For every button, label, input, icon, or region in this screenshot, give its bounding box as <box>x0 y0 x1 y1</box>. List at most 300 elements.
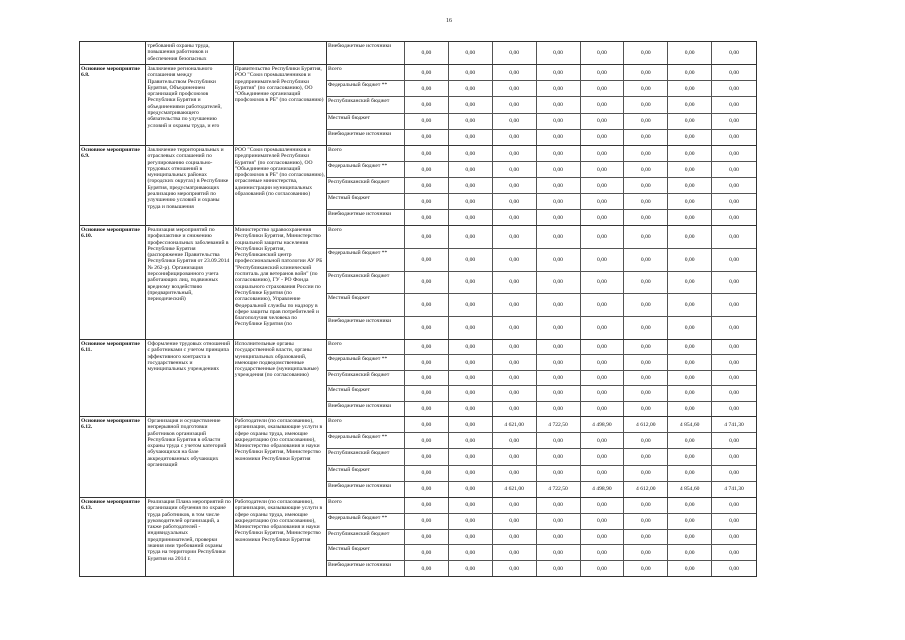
amount-cell: 0,00 <box>581 449 625 464</box>
amount-cell: 4 722,50 <box>537 417 581 432</box>
amount-cell: 0,00 <box>537 340 581 354</box>
amount-cell: 0,00 <box>493 249 537 271</box>
amount-cell: 0,00 <box>624 317 668 339</box>
amount-cell: 0,00 <box>537 272 581 294</box>
amount-cell: 0,00 <box>581 371 625 385</box>
funding-source-label: Внебюджетные источники <box>327 402 405 416</box>
executor-cell: Исполнительные органы государственной власти, органы муниципальных образований, имеющие подведомственные государственные (муниципальные) учреждения (по согласованию) <box>234 340 327 416</box>
amount-cell: 0,00 <box>537 226 581 248</box>
amount-cell: 0,00 <box>668 386 712 400</box>
amount-cell: 0,00 <box>624 97 668 112</box>
amount-cell: 0,00 <box>537 162 581 177</box>
amount-cell: 0,00 <box>729 437 739 444</box>
amount-cell: 0,00 <box>668 114 712 129</box>
amount-cell: 0,00 <box>624 272 668 294</box>
amount-cell: 0,00 <box>449 402 493 416</box>
funding-source-label: Всего <box>327 417 405 432</box>
table-row <box>79 339 757 416</box>
amount-cell: 0,00 <box>581 146 625 161</box>
funding-row <box>327 401 756 416</box>
amount-cell: 0,00 <box>581 97 625 112</box>
amount-cell: 0,00 <box>668 294 712 316</box>
amount-cell: 4 498,90 <box>581 417 625 432</box>
amount-cell: 0,00 <box>624 249 668 271</box>
amount-cell: 0,00 <box>493 130 537 145</box>
funding-sources <box>327 65 756 145</box>
amount-cell: 0,00 <box>581 402 625 416</box>
funding-row <box>327 529 756 545</box>
amount-cell: 0,00 <box>729 344 739 351</box>
amount-cell: 0,00 <box>581 226 625 248</box>
program-measures-table <box>79 41 757 577</box>
funding-source-label: Республиканский бюджет <box>327 371 405 385</box>
amount-cell: 0,00 <box>537 514 581 529</box>
funding-row <box>327 370 756 385</box>
amount-cell: 0,00 <box>449 65 493 80</box>
amount-cell: 0,00 <box>624 162 668 177</box>
amount-cell: 0,00 <box>405 226 449 248</box>
amount-cell: 0,00 <box>624 42 668 64</box>
amount-cell: 0,00 <box>581 130 625 145</box>
amount-cell: 0,00 <box>449 514 493 529</box>
amount-cell: 0,00 <box>405 530 449 545</box>
amount-cell: 0,00 <box>624 114 668 129</box>
amount-cell: 0,00 <box>624 498 668 513</box>
funding-row <box>327 465 756 481</box>
amount-cell: 4 498,90 <box>581 482 625 497</box>
amount-cell: 0,00 <box>449 340 493 354</box>
amount-cell: 0,00 <box>493 162 537 177</box>
amount-cell: 0,00 <box>537 371 581 385</box>
amount-cell: 0,00 <box>668 210 712 225</box>
measure-cell: Основное мероприятие 6.13. <box>80 498 146 576</box>
amount-cell: 0,00 <box>493 514 537 529</box>
amount-cell: 0,00 <box>668 466 712 481</box>
funding-source-label: Всего <box>327 226 405 248</box>
amount-cell: 0,00 <box>537 498 581 513</box>
amount-cell: 0,00 <box>624 178 668 193</box>
amount-cell: 0,00 <box>624 530 668 545</box>
amount-cell: 0,00 <box>729 390 739 397</box>
amount-cell: 0,00 <box>624 466 668 481</box>
amount-cell: 0,00 <box>449 194 493 209</box>
amount-cell: 0,00 <box>581 178 625 193</box>
amount-cell: 0,00 <box>493 433 537 448</box>
amount-cell: 4 741,30 <box>724 486 744 493</box>
amount-cell: 0,00 <box>729 134 739 141</box>
amount-cell: 0,00 <box>405 433 449 448</box>
funding-source-label: Республиканский бюджет <box>327 449 405 464</box>
table-row <box>79 416 757 497</box>
amount-cell: 0,00 <box>624 433 668 448</box>
amount-cell: 0,00 <box>493 386 537 400</box>
funding-source-label: Местный бюджет <box>327 386 405 400</box>
amount-cell: 0,00 <box>668 530 712 545</box>
amount-cell: 0,00 <box>449 530 493 545</box>
amount-cell: 0,00 <box>493 449 537 464</box>
amount-cell: 0,00 <box>405 114 449 129</box>
funding-source-label: Местный бюджет <box>327 114 405 129</box>
amount-cell: 0,00 <box>668 545 712 560</box>
amount-cell: 0,00 <box>581 466 625 481</box>
amount-cell: 0,00 <box>449 545 493 560</box>
amount-cell: 4 854,60 <box>668 482 712 497</box>
funding-source-label: Местный бюджет <box>327 466 405 481</box>
amount-cell: 0,00 <box>537 194 581 209</box>
funding-source-label: Внебюджетные источники <box>327 42 405 64</box>
amount-cell: 0,00 <box>624 340 668 354</box>
measure-cell: Основное мероприятие 6.9. <box>80 146 146 225</box>
amount-cell: 0,00 <box>668 146 712 161</box>
funding-source-label: Всего <box>327 65 405 80</box>
amount-cell: 0,00 <box>668 498 712 513</box>
amount-cell: 0,00 <box>729 150 739 157</box>
amount-cell: 0,00 <box>729 518 739 525</box>
measure-cell: Основное мероприятие 6.8. <box>80 65 146 145</box>
amount-cell: 0,00 <box>537 317 581 339</box>
measure-cell: Основное мероприятие 6.10. <box>80 226 146 339</box>
amount-cell: 0,00 <box>405 65 449 80</box>
funding-source-label: Республиканский бюджет <box>327 97 405 112</box>
amount-cell: 0,00 <box>581 81 625 96</box>
amount-cell: 0,00 <box>493 194 537 209</box>
amount-cell: 0,00 <box>668 340 712 354</box>
amount-cell: 0,00 <box>668 162 712 177</box>
funding-row <box>327 96 756 112</box>
amount-cell: 0,00 <box>581 355 625 369</box>
funding-sources <box>327 417 756 497</box>
amount-cell: 0,00 <box>405 81 449 96</box>
amount-cell: 0,00 <box>729 470 739 477</box>
funding-source-label: Республиканский бюджет <box>327 272 405 294</box>
amount-cell: 0,00 <box>537 146 581 161</box>
amount-cell: 0,00 <box>449 146 493 161</box>
amount-cell: 0,00 <box>493 272 537 294</box>
amount-cell: 0,00 <box>537 386 581 400</box>
amount-cell: 0,00 <box>537 65 581 80</box>
funding-source-label: Местный бюджет <box>327 545 405 560</box>
amount-cell: 0,00 <box>729 102 739 108</box>
amount-cell: 0,00 <box>581 433 625 448</box>
amount-cell: 0,00 <box>493 402 537 416</box>
funding-source-label: Федеральный бюджет ** <box>327 355 405 369</box>
amount-cell: 0,00 <box>537 97 581 112</box>
amount-cell: 0,00 <box>405 178 449 193</box>
amount-cell: 0,00 <box>537 294 581 316</box>
amount-cell: 0,00 <box>493 178 537 193</box>
funding-row <box>327 226 756 248</box>
amount-cell: 0,00 <box>729 279 739 286</box>
executor-cell <box>234 42 327 64</box>
amount-cell: 0,00 <box>405 466 449 481</box>
amount-cell: 0,00 <box>449 482 493 497</box>
page-number: 16 <box>446 18 452 24</box>
funding-row <box>327 248 756 271</box>
amount-cell: 0,00 <box>581 210 625 225</box>
amount-cell: 0,00 <box>624 514 668 529</box>
amount-cell: 0,00 <box>449 317 493 339</box>
amount-cell: 0,00 <box>537 545 581 560</box>
amount-cell: 0,00 <box>449 386 493 400</box>
amount-cell: 0,00 <box>449 210 493 225</box>
amount-cell: 0,00 <box>729 454 739 460</box>
amount-cell: 0,00 <box>493 355 537 369</box>
amount-cell: 0,00 <box>624 371 668 385</box>
amount-cell: 0,00 <box>493 294 537 316</box>
amount-cell: 0,00 <box>668 178 712 193</box>
amount-cell: 0,00 <box>449 466 493 481</box>
funding-row <box>327 293 756 316</box>
funding-row <box>327 340 756 354</box>
amount-cell: 0,00 <box>537 178 581 193</box>
amount-cell: 0,00 <box>405 249 449 271</box>
amount-cell: 0,00 <box>668 355 712 369</box>
funding-row <box>327 354 756 369</box>
amount-cell: 0,00 <box>581 294 625 316</box>
funding-source-label: Федеральный бюджет ** <box>327 514 405 529</box>
amount-cell: 0,00 <box>729 325 739 332</box>
amount-cell: 0,00 <box>405 210 449 225</box>
funding-row <box>327 129 756 145</box>
amount-cell: 0,00 <box>493 561 537 576</box>
amount-cell: 0,00 <box>537 130 581 145</box>
executor-cell: Работодатели (по согласованию), организации, оказывающие услуги в сфере охраны труда, имеющие аккредитацию (по согласованию), Министерство образования и науки Республики Бурятия, Министерство экономики Республики Бурятия <box>234 498 327 576</box>
amount-cell: 0,00 <box>729 85 739 92</box>
amount-cell: 0,00 <box>493 340 537 354</box>
executor-cell: РОО "Союз промышленников и предпринимателей Республики Бурятия" (по согласованию), ОО "Объединение организаций профсоюзов в РБ" (по согласованию), отраслевые министерства, администрации муниципальных образований (по согласованию) <box>234 146 327 225</box>
funding-row <box>327 146 756 161</box>
funding-source-label: Федеральный бюджет ** <box>327 81 405 96</box>
amount-cell: 0,00 <box>537 210 581 225</box>
amount-cell: 0,00 <box>624 294 668 316</box>
funding-row <box>327 316 756 339</box>
amount-cell: 0,00 <box>624 65 668 80</box>
table-row <box>79 225 757 339</box>
amount-cell: 0,00 <box>449 355 493 369</box>
funding-row <box>327 177 756 193</box>
funding-row <box>327 513 756 529</box>
description-cell: Заключение регионального соглашения между Правительством Республики Бурятия, Объединением организаций профсоюзов Республики Бурятия и объединениями работодателей, предусматривающего обязательства по улучшению условий и охраны труда, и его <box>146 65 233 145</box>
funding-row <box>327 65 756 80</box>
funding-source-label: Республиканский бюджет <box>327 178 405 193</box>
amount-cell: 0,00 <box>624 402 668 416</box>
executor-cell: Работодатели (по согласованию), организации, оказывающие услуги в сфере охраны труда, имеющие аккредитацию (по согласованию), Министерство образования и науки Республики Бурятия, Министерство экономики Республики Бурятия <box>234 417 327 497</box>
funding-row <box>327 417 756 432</box>
funding-sources <box>327 498 756 576</box>
amount-cell: 0,00 <box>729 214 739 221</box>
amount-cell: 0,00 <box>729 533 739 540</box>
description-cell: Заключение территориальных и отраслевых соглашений по регулированию социально-трудовых отношений в муниципальных районах (городских округах) в Республике Бурятия, предусматривающих реализацию мероприятий по улучшению условий и охраны труда и повышения <box>146 146 233 225</box>
funding-row <box>327 432 756 448</box>
amount-cell: 0,00 <box>729 166 739 173</box>
funding-row <box>327 560 756 576</box>
funding-sources <box>327 226 756 339</box>
amount-cell: 0,00 <box>581 514 625 529</box>
amount-cell: 0,00 <box>581 162 625 177</box>
amount-cell: 0,00 <box>729 549 739 556</box>
amount-cell: 0,00 <box>581 42 625 64</box>
amount-cell: 0,00 <box>729 302 739 309</box>
amount-cell: 0,00 <box>405 402 449 416</box>
amount-cell: 0,00 <box>405 449 449 464</box>
amount-cell: 0,00 <box>405 417 449 432</box>
executor-cell: Правительство Республики Бурятия, РОО "Союз промышленников и предпринимателей Республики Бурятия" (по согласованию), ОО "Объединение организаций профсоюзов в РБ" (по согласованию) <box>234 65 327 145</box>
funding-source-label: Местный бюджет <box>327 194 405 209</box>
amount-cell: 0,00 <box>668 249 712 271</box>
description-cell: Реализация Плана мероприятий по организации обучения по охране труда работников, в том числе руководителей организаций, а также работодателей - индивидуальных предпринимателей, проверки знания ими требований охраны труда на территории Республики Бурятия на 2014 г. <box>146 498 233 576</box>
description-cell: Реализация мероприятий по профилактике и снижению профессиональных заболеваний в Республике Бурятия (распоряжение Правительства Республики Бурятия от 23.09.2014 № 262-р). Организация персонифицированного учета работающих лиц, подвижных вредному воздействию (предварительный, периодический) <box>146 226 233 339</box>
amount-cell: 0,00 <box>668 371 712 385</box>
amount-cell: 0,00 <box>668 449 712 464</box>
amount-cell: 0,00 <box>493 114 537 129</box>
amount-cell: 0,00 <box>405 146 449 161</box>
amount-cell: 0,00 <box>581 114 625 129</box>
amount-cell: 0,00 <box>449 272 493 294</box>
amount-cell: 0,00 <box>405 386 449 400</box>
amount-cell: 0,00 <box>668 42 712 64</box>
funding-row <box>327 161 756 177</box>
amount-cell: 0,00 <box>405 294 449 316</box>
amount-cell: 4 854,60 <box>668 417 712 432</box>
amount-cell: 0,00 <box>581 249 625 271</box>
table-row <box>79 64 757 145</box>
amount-cell: 0,00 <box>449 371 493 385</box>
amount-cell: 0,00 <box>537 402 581 416</box>
amount-cell: 4 621,00 <box>493 482 537 497</box>
amount-cell: 0,00 <box>668 433 712 448</box>
amount-cell: 0,00 <box>668 194 712 209</box>
description-cell: Организация и осуществление непрерывной подготовки работников организаций Республики Бурятия в области охраны труда с учетом категорий обучающихся на базе аккредитованных обучающих организаций <box>146 417 233 497</box>
amount-cell: 0,00 <box>624 561 668 576</box>
funding-source-label: Всего <box>327 146 405 161</box>
funding-row <box>327 80 756 96</box>
amount-cell: 0,00 <box>405 561 449 576</box>
amount-cell: 0,00 <box>493 226 537 248</box>
amount-cell: 0,00 <box>668 97 712 112</box>
funding-source-label: Внебюджетные источники <box>327 210 405 225</box>
amount-cell: 0,00 <box>581 272 625 294</box>
amount-cell: 0,00 <box>537 249 581 271</box>
amount-cell: 4 612,00 <box>624 417 668 432</box>
table-row <box>79 497 757 577</box>
amount-cell: 0,00 <box>729 198 739 205</box>
amount-cell: 0,00 <box>493 42 537 64</box>
amount-cell: 0,00 <box>449 449 493 464</box>
amount-cell: 4 621,00 <box>493 417 537 432</box>
funding-source-label: Республиканский бюджет <box>327 530 405 545</box>
amount-cell: 0,00 <box>405 162 449 177</box>
funding-source-label: Внебюджетные источники <box>327 130 405 145</box>
amount-cell: 0,00 <box>405 317 449 339</box>
amount-cell: 0,00 <box>729 359 739 366</box>
amount-cell: 0,00 <box>624 545 668 560</box>
amount-cell: 0,00 <box>405 97 449 112</box>
amount-cell: 0,00 <box>493 371 537 385</box>
amount-cell: 0,00 <box>624 81 668 96</box>
funding-source-label: Федеральный бюджет ** <box>327 433 405 448</box>
amount-cell: 0,00 <box>624 449 668 464</box>
amount-cell: 0,00 <box>624 146 668 161</box>
funding-sources <box>327 146 756 225</box>
funding-source-label: Всего <box>327 498 405 513</box>
amount-cell: 0,00 <box>537 433 581 448</box>
amount-cell: 0,00 <box>624 130 668 145</box>
amount-cell: 0,00 <box>449 417 493 432</box>
funding-row <box>327 448 756 464</box>
amount-cell: 0,00 <box>581 65 625 80</box>
amount-cell: 0,00 <box>729 375 739 382</box>
amount-cell: 0,00 <box>449 42 493 64</box>
funding-source-label: Федеральный бюджет ** <box>327 162 405 177</box>
amount-cell: 0,00 <box>405 355 449 369</box>
funding-source-label: Внебюджетные источники <box>327 561 405 576</box>
amount-cell: 0,00 <box>581 340 625 354</box>
amount-cell: 0,00 <box>493 545 537 560</box>
amount-cell: 0,00 <box>449 114 493 129</box>
amount-cell: 0,00 <box>405 130 449 145</box>
amount-cell: 0,00 <box>668 272 712 294</box>
amount-cell: 0,00 <box>405 42 449 64</box>
amount-cell: 4 722,50 <box>537 482 581 497</box>
amount-cell: 0,00 <box>493 97 537 112</box>
funding-source-label: Федеральный бюджет ** <box>327 249 405 271</box>
funding-source-label: Внебюджетные источники <box>327 482 405 497</box>
amount-cell: 0,00 <box>405 514 449 529</box>
amount-cell: 0,00 <box>729 233 739 240</box>
funding-row <box>327 42 756 64</box>
amount-cell: 0,00 <box>729 405 739 412</box>
amount-cell: 0,00 <box>624 194 668 209</box>
amount-cell: 0,00 <box>581 545 625 560</box>
amount-cell: 0,00 <box>729 50 739 56</box>
amount-cell: 0,00 <box>624 226 668 248</box>
amount-cell: 0,00 <box>449 81 493 96</box>
amount-cell: 0,00 <box>449 498 493 513</box>
amount-cell: 0,00 <box>449 162 493 177</box>
measure-cell <box>80 42 146 64</box>
amount-cell: 0,00 <box>668 402 712 416</box>
amount-cell: 0,00 <box>668 65 712 80</box>
amount-cell: 0,00 <box>449 249 493 271</box>
amount-cell: 0,00 <box>493 498 537 513</box>
amount-cell: 0,00 <box>668 130 712 145</box>
amount-cell: 0,00 <box>537 114 581 129</box>
amount-cell: 0,00 <box>624 210 668 225</box>
funding-row <box>327 385 756 400</box>
funding-source-label: Внебюджетные источники <box>327 317 405 339</box>
table-row <box>79 145 757 225</box>
amount-cell: 0,00 <box>493 65 537 80</box>
measure-cell: Основное мероприятие 6.12. <box>80 417 146 497</box>
amount-cell: 0,00 <box>493 530 537 545</box>
amount-cell: 0,00 <box>581 317 625 339</box>
funding-source-label: Всего <box>327 340 405 354</box>
funding-source-label: Местный бюджет <box>327 294 405 316</box>
amount-cell: 0,00 <box>581 194 625 209</box>
amount-cell: 0,00 <box>537 449 581 464</box>
amount-cell: 0,00 <box>493 210 537 225</box>
amount-cell: 0,00 <box>405 371 449 385</box>
measure-cell: Основное мероприятие 6.11. <box>80 340 146 416</box>
amount-cell: 0,00 <box>449 178 493 193</box>
amount-cell: 0,00 <box>405 482 449 497</box>
amount-cell: 0,00 <box>581 498 625 513</box>
funding-sources <box>327 42 756 64</box>
funding-row <box>327 498 756 513</box>
amount-cell: 0,00 <box>493 146 537 161</box>
amount-cell: 0,00 <box>729 69 739 76</box>
amount-cell: 0,00 <box>668 317 712 339</box>
